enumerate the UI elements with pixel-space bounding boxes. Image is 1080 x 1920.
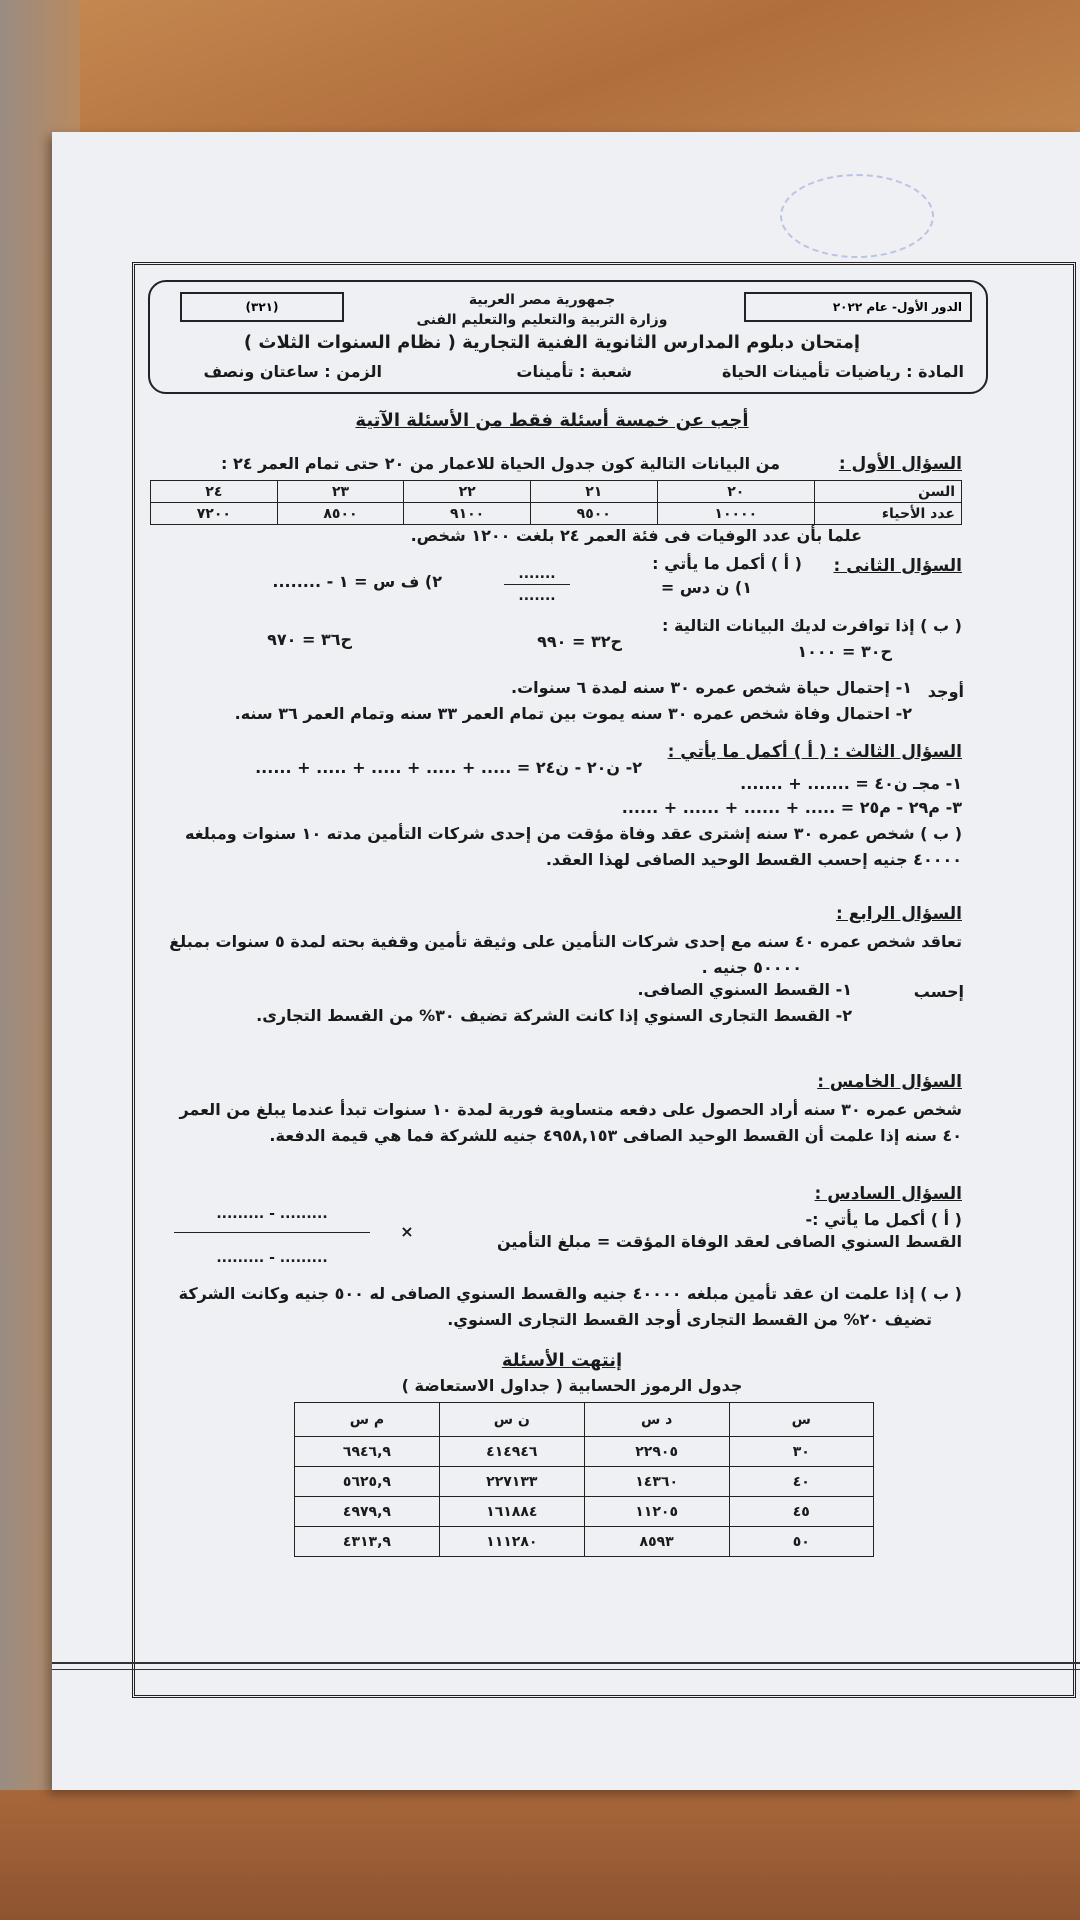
table-header-cell: د س (584, 1403, 729, 1437)
q3-item-3: ٣- م٢٩ - م٢٥ = ..... + ...... + ...... + ...... (621, 798, 962, 817)
reference-table (294, 1402, 874, 1557)
desk-background (0, 0, 1080, 150)
exam-subject: المادة : رياضيات تأمينات الحياة (722, 362, 964, 381)
q6-part-b-line2: تضيف ٢٠% من القسط التجارى أوجد القسط التجارى السنوي. (447, 1310, 932, 1329)
table-row (295, 1527, 874, 1557)
q2-req-1: ١- إحتمال حياة شخص عمره ٣٠ سنه لمدة ٦ سنوات. (510, 678, 912, 697)
fraction-line (504, 584, 570, 585)
q2-data-1: ح٣٠ = ١٠٠٠ (797, 642, 892, 661)
alive-cell: ٩٥٠٠ (530, 503, 657, 525)
q4-title: السؤال الرابع : (836, 904, 962, 924)
instructions: أجب عن خمسة أسئلة فقط من الأسئلة الآتية (355, 410, 749, 431)
row-label-alive: عدد الأحياء (815, 503, 962, 525)
alive-cell: ١٠٠٠٠ (657, 503, 814, 525)
table-cell: ١٤٣٦٠ (584, 1467, 729, 1497)
q2-data-3: ح٣٦ = ٩٧٠ (267, 630, 352, 649)
table-header-cell: س (729, 1403, 873, 1437)
country-name: جمهورية مصر العربية (468, 292, 616, 308)
desk-bottom (0, 1790, 1080, 1920)
q2-item1-denominator: ....... (518, 588, 556, 604)
q4-calc: إحسب (913, 982, 964, 1001)
end-text: إنتهت الأسئلة (501, 1350, 623, 1371)
times-sign: × (400, 1222, 414, 1241)
q1-text: من البيانات التالية كون جدول الحياة للاعمار من ٢٠ حتى تمام العمر ٢٤ : (221, 454, 780, 473)
table-cell: ٤٣١٣,٩ (295, 1527, 440, 1557)
age-cell: ٢٣ (277, 481, 404, 503)
q6-numerator: ......... - ......... (216, 1206, 328, 1222)
q6-formula: القسط السنوي الصافى لعقد الوفاة المؤقت = مبلغ التأمين (497, 1232, 962, 1251)
q3-item-2: ٢- ن٢٠ - ن٢٤ = ..... + ..... + ..... + ..... + ...... (255, 758, 642, 777)
alive-cell: ٩١٠٠ (404, 503, 531, 525)
table-cell: ٦٩٤٦,٩ (295, 1437, 440, 1467)
exam-session: الدور الأول- عام ٢٠٢٢ (744, 292, 972, 322)
q4-req-2: ٢- القسط التجارى السنوي إذا كانت الشركة تضيف ٣٠% من القسط التجارى. (256, 1006, 852, 1025)
table-row (295, 1497, 874, 1527)
q2-item1: ١) ن دس = (660, 578, 752, 597)
fraction-line (174, 1232, 370, 1233)
q2-part-a: ( أ ) أكمل ما يأتي : (652, 554, 802, 573)
alive-cell: ٧٢٠٠ (151, 503, 278, 525)
q2-item1-numerator: ....... (518, 566, 556, 582)
ministry-name: وزارة التربية والتعليم والتعليم الفنى (416, 312, 668, 328)
exam-duration: الزمن : ساعتان ونصف (203, 362, 382, 381)
table-cell: ٨٥٩٣ (584, 1527, 729, 1557)
q3-title: السؤال الثالث : ( أ ) أكمل ما يأتي : (667, 742, 962, 762)
q2-data-2: ح٣٢ = ٩٩٠ (537, 632, 622, 651)
q2-part-b: ( ب ) إذا توافرت لديك البيانات التالية : (662, 616, 962, 635)
table-cell: ٢٢٩٠٥ (584, 1437, 729, 1467)
q1-title: السؤال الأول : (838, 454, 962, 474)
q5-title: السؤال الخامس : (817, 1072, 962, 1092)
age-cell: ٢٤ (151, 481, 278, 503)
bottom-rule (52, 1662, 1080, 1670)
q6-part-a: ( أ ) أكمل ما يأتي :- (805, 1210, 962, 1229)
life-table-data (150, 480, 962, 525)
q3-part-b-line2: ٤٠٠٠٠ جنيه إحسب القسط الوحيد الصافى لهذا العقد. (545, 850, 962, 869)
table-cell: ٤٠ (729, 1467, 873, 1497)
exam-paper (52, 132, 1080, 1790)
alive-cell: ٨٥٠٠ (277, 503, 404, 525)
q3-item-1: ١- مجـ ن٤٠ = ....... + ....... (740, 774, 962, 793)
table-cell: ٢٢٧١٣٣ (439, 1467, 584, 1497)
age-cell: ٢١ (530, 481, 657, 503)
exam-branch: شعبة : تأمينات (516, 362, 632, 381)
table-cell: ١٦١٨٨٤ (439, 1497, 584, 1527)
table-row (295, 1467, 874, 1497)
row-label-age: السن (815, 481, 962, 503)
table-cell: ٥٠ (729, 1527, 873, 1557)
table-cell: ٣٠ (729, 1437, 873, 1467)
exam-code: (٣٢١) (180, 292, 344, 322)
table-cell: ١١١٢٨٠ (439, 1527, 584, 1557)
age-cell: ٢٠ (657, 481, 814, 503)
q6-title: السؤال السادس : (814, 1184, 962, 1204)
q5-line-1: شخص عمره ٣٠ سنه أراد الحصول على دفعه متساوية فورية لمدة ١٠ سنوات تبدأ عندما يبلغ من العمر (179, 1100, 962, 1119)
q4-req-1: ١- القسط السنوي الصافى. (637, 980, 852, 999)
q4-line-2: ٥٠٠٠٠ جنيه . (701, 958, 802, 977)
q4-line-1: تعاقد شخص عمره ٤٠ سنه مع إحدى شركات التأمين على وثيقة تأمين وقفية بحته لمدة ٥ سنوات بمبلغ (169, 932, 962, 951)
q2-find: أوجد (927, 682, 964, 701)
table-row (295, 1437, 874, 1467)
q6-part-b-line1: ( ب ) إذا علمت ان عقد تأمين مبلغه ٤٠٠٠٠ جنيه والقسط السنوي الصافى له ٥٠٠ جنيه وكانت الشركة (178, 1284, 962, 1303)
q2-req-2: ٢- احتمال وفاة شخص عمره ٣٠ سنه يموت بين تمام العمر ٣٣ سنه وتمام العمر ٣٦ سنه. (234, 704, 912, 723)
q5-line-2: ٤٠ سنه إذا علمت أن القسط الوحيد الصافى ٤٩٥٨,١٥٣ جنيه للشركة فما هي قيمة الدفعة. (269, 1126, 962, 1145)
reference-table-title: جدول الرموز الحسابية ( جداول الاستعاضة ) (401, 1376, 743, 1395)
table-cell: ٤١٤٩٤٦ (439, 1437, 584, 1467)
q2-title: السؤال الثانى : (833, 556, 962, 576)
q1-note: علما بأن عدد الوفيات فى فئة العمر ٢٤ بلغت ١٢٠٠ شخص. (410, 526, 862, 545)
q2-item2: ٢) ف س = ١ - ........ (272, 572, 442, 591)
table-cell: ٤٥ (729, 1497, 873, 1527)
table-header-cell: ن س (439, 1403, 584, 1437)
q6-denominator: ......... - ......... (216, 1250, 328, 1266)
ink-stamp (780, 174, 934, 258)
age-cell: ٢٢ (404, 481, 531, 503)
exam-title: إمتحان دبلوم المدارس الثانوية الفنية التجارية ( نظام السنوات الثلاث ) (243, 332, 861, 353)
q3-part-b-line1: ( ب ) شخص عمره ٣٠ سنه إشترى عقد وفاة مؤقت من إحدى شركات التأمين مدته ١٠ سنوات ومبلغه (185, 824, 962, 843)
table-cell: ٤٩٧٩,٩ (295, 1497, 440, 1527)
table-cell: ٥٦٢٥,٩ (295, 1467, 440, 1497)
table-cell: ١١٢٠٥ (584, 1497, 729, 1527)
table-header-cell: م س (295, 1403, 440, 1437)
